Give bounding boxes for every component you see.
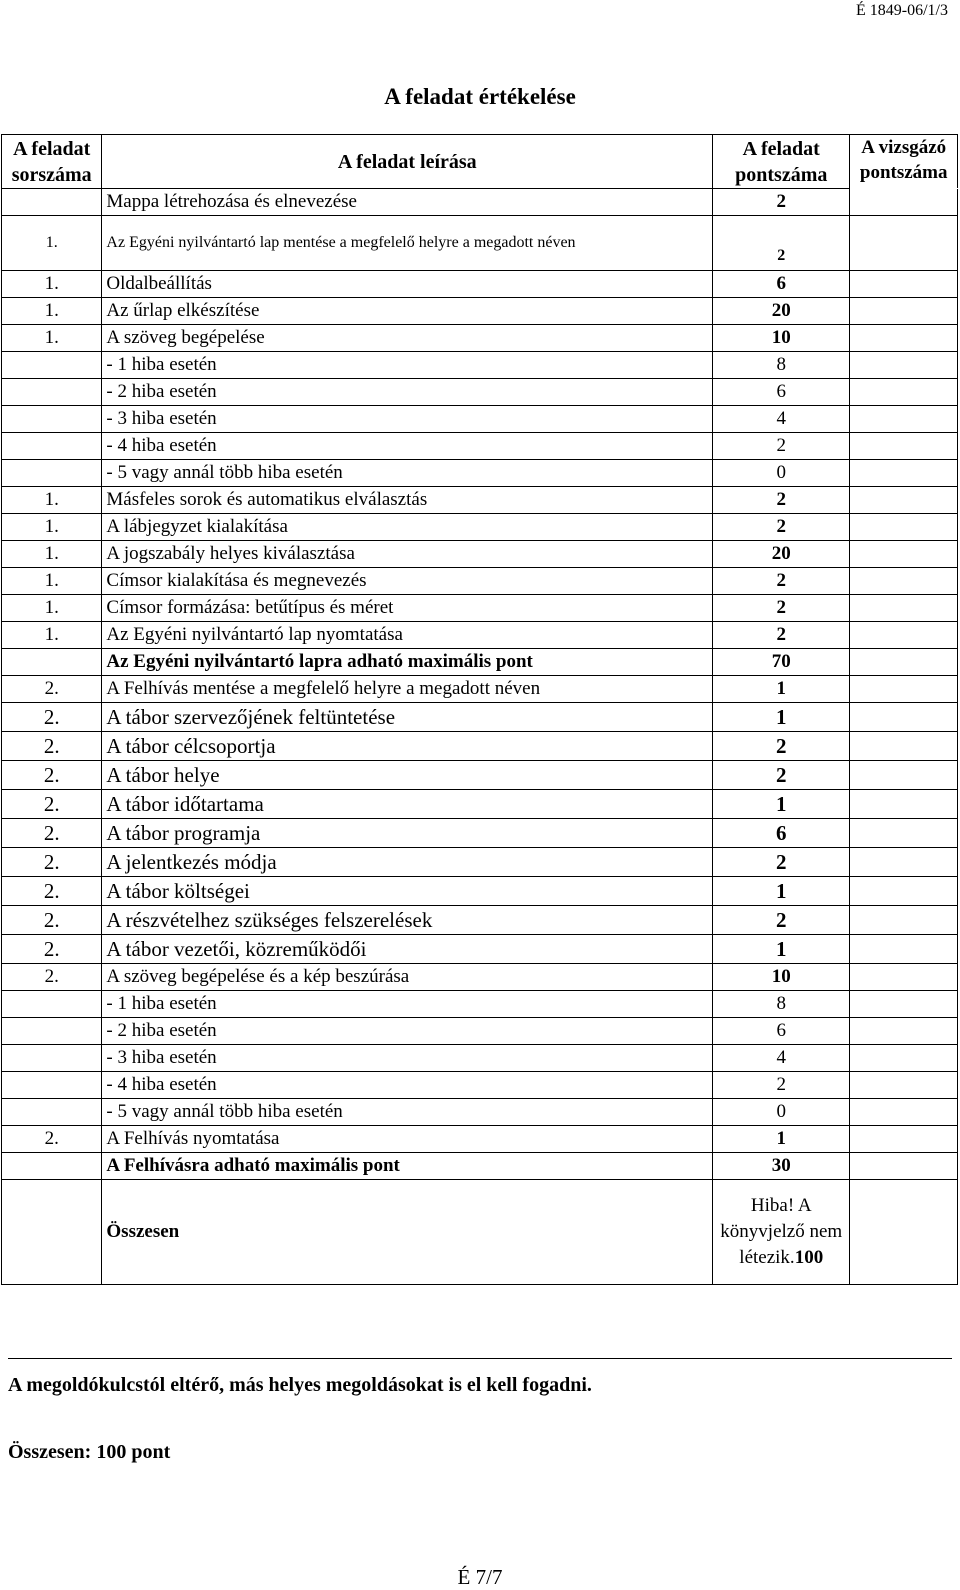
- table-row: [2, 541, 958, 568]
- task-number: 1.: [2, 622, 102, 649]
- task-points: 2: [713, 514, 850, 541]
- task-points: 2: [713, 848, 850, 877]
- task-points: 6: [713, 379, 850, 406]
- task-number: 2.: [2, 732, 102, 761]
- table-row: [2, 595, 958, 622]
- task-number: 2.: [2, 819, 102, 848]
- task-points: 6: [713, 819, 850, 848]
- table-row: [2, 514, 958, 541]
- task-number: 1.: [2, 216, 102, 271]
- task-points: 1: [713, 790, 850, 819]
- task-description: A tábor célcsoportja: [102, 732, 713, 761]
- examinee-points-cell: [850, 991, 958, 1018]
- table-row: [2, 906, 958, 935]
- table-row: [2, 379, 958, 406]
- task-points: 2: [713, 906, 850, 935]
- examinee-points-cell: [850, 703, 958, 732]
- task-description: Az Egyéni nyilvántartó lap nyomtatása: [102, 622, 713, 649]
- table-row: [2, 352, 958, 379]
- task-description: - 3 hiba esetén: [102, 406, 713, 433]
- total-points-note: Összesen: 100 pont: [8, 1441, 171, 1463]
- examinee-points-cell: [850, 790, 958, 819]
- task-number: 1.: [2, 487, 102, 514]
- task-number: 2.: [2, 790, 102, 819]
- column-header-points: A feladat pontszáma: [713, 135, 850, 189]
- examinee-points-cell: [850, 271, 958, 298]
- divider: [8, 1358, 952, 1359]
- task-points: 2: [713, 1072, 850, 1099]
- task-number: [2, 433, 102, 460]
- task-points: 20: [713, 298, 850, 325]
- examinee-points-cell: [850, 325, 958, 352]
- task-points: 1: [713, 935, 850, 964]
- subtotal-row: [2, 649, 958, 676]
- task-description: Másfeles sorok és automatikus elválasztás: [102, 487, 713, 514]
- task-number: [2, 991, 102, 1018]
- evaluation-table: [1, 134, 958, 1285]
- task-number: [2, 189, 102, 216]
- task-points: 1: [713, 1126, 850, 1153]
- task-number: 1.: [2, 514, 102, 541]
- examinee-points-cell: [850, 676, 958, 703]
- table-row: [2, 1099, 958, 1126]
- task-description: A tábor programja: [102, 819, 713, 848]
- task-description: A tábor helye: [102, 761, 713, 790]
- task-number: 2.: [2, 1126, 102, 1153]
- examinee-points-cell: [850, 761, 958, 790]
- task-number: 2.: [2, 761, 102, 790]
- examinee-points-cell: [850, 1126, 958, 1153]
- task-points: 1: [713, 676, 850, 703]
- task-number: [2, 406, 102, 433]
- task-description: A Felhívás nyomtatása: [102, 1126, 713, 1153]
- task-description: Címsor kialakítása és megnevezés: [102, 568, 713, 595]
- examinee-points-cell: [850, 1045, 958, 1072]
- task-number: 2.: [2, 935, 102, 964]
- task-number: 2.: [2, 676, 102, 703]
- table-row: [2, 703, 958, 732]
- table-row: [2, 1018, 958, 1045]
- task-description: A szöveg begépelése és a kép beszúrása: [102, 964, 713, 991]
- task-description: - 4 hiba esetén: [102, 433, 713, 460]
- examinee-points-cell: [850, 352, 958, 379]
- grand-total-points: [713, 1180, 850, 1285]
- examinee-points-cell: [850, 1153, 958, 1180]
- table-row: [2, 406, 958, 433]
- table-row: [2, 1126, 958, 1153]
- table-row: [2, 487, 958, 514]
- task-points: 20: [713, 541, 850, 568]
- table-row: [2, 819, 958, 848]
- task-points: 2: [713, 433, 850, 460]
- task-description: A Felhívás mentése a megfelelő helyre a megadott néven: [102, 676, 713, 703]
- task-description: - 5 vagy annál több hiba esetén: [102, 1099, 713, 1126]
- task-description: A lábjegyzet kialakítása: [102, 514, 713, 541]
- table-row: [2, 622, 958, 649]
- task-points: 6: [713, 1018, 850, 1045]
- table-row: [2, 991, 958, 1018]
- table-row: [2, 732, 958, 761]
- task-number: 2.: [2, 848, 102, 877]
- examinee-points-cell: [850, 568, 958, 595]
- page-number: É 7/7: [457, 1565, 503, 1589]
- task-description: - 5 vagy annál több hiba esetén: [102, 460, 713, 487]
- table-row: [2, 460, 958, 487]
- task-points: 8: [713, 352, 850, 379]
- examinee-points-cell: [850, 964, 958, 991]
- task-number: 1.: [2, 325, 102, 352]
- task-description: Az Egyéni nyilvántartó lap mentése a megfelelő helyre a megadott néven: [102, 216, 713, 271]
- task-points: 4: [713, 1045, 850, 1072]
- table-row: [2, 935, 958, 964]
- subtotal-row: [2, 1153, 958, 1180]
- table-row: [2, 1045, 958, 1072]
- examinee-points-cell: [850, 541, 958, 568]
- grand-total-value: 100: [794, 1247, 824, 1268]
- table-row: [2, 1072, 958, 1099]
- table-row: [2, 298, 958, 325]
- task-number: [2, 1018, 102, 1045]
- task-number: [2, 649, 102, 676]
- task-points: 2: [713, 216, 850, 271]
- task-points: 2: [713, 761, 850, 790]
- examinee-points-cell: [850, 1180, 958, 1285]
- table-row: [2, 325, 958, 352]
- task-points: 10: [713, 964, 850, 991]
- examinee-points-cell: [850, 877, 958, 906]
- examinee-points-cell: [850, 189, 958, 216]
- task-number: 1.: [2, 298, 102, 325]
- task-points: 70: [713, 649, 850, 676]
- page-title: A feladat értékelése: [384, 84, 576, 109]
- task-description: A tábor időtartama: [102, 790, 713, 819]
- table-row: [2, 568, 958, 595]
- task-description: Mappa létrehozása és elnevezése: [102, 189, 713, 216]
- task-points: 2: [713, 595, 850, 622]
- examinee-points-cell: [850, 848, 958, 877]
- task-description: - 2 hiba esetén: [102, 379, 713, 406]
- task-number: [2, 1045, 102, 1072]
- task-description: Az űrlap elkészítése: [102, 298, 713, 325]
- task-points: 0: [713, 1099, 850, 1126]
- task-number: [2, 1099, 102, 1126]
- examinee-points-cell: [850, 216, 958, 271]
- examinee-points-cell: [850, 514, 958, 541]
- task-number: 2.: [2, 703, 102, 732]
- examinee-points-cell: [850, 1018, 958, 1045]
- task-description: A jogszabály helyes kiválasztása: [102, 541, 713, 568]
- grand-total-label: Összesen: [102, 1180, 713, 1285]
- task-points: 30: [713, 1153, 850, 1180]
- table-row: [2, 761, 958, 790]
- task-points: 2: [713, 487, 850, 514]
- task-points: 10: [713, 325, 850, 352]
- document-code: É 1849-06/1/3: [856, 2, 948, 19]
- examinee-points-cell: [850, 649, 958, 676]
- examinee-points-cell: [850, 595, 958, 622]
- column-header-number: A feladat sorszáma: [2, 135, 102, 189]
- examinee-points-cell: [850, 487, 958, 514]
- examinee-points-cell: [850, 906, 958, 935]
- examinee-points-cell: [850, 1072, 958, 1099]
- table-row: [2, 964, 958, 991]
- acceptance-note: A megoldókulcstól eltérő, más helyes megoldásokat is el kell fogadni.: [8, 1374, 592, 1396]
- task-description: A tábor vezetői, közreműködői: [102, 935, 713, 964]
- task-number: [2, 379, 102, 406]
- task-description: A tábor szervezőjének feltüntetése: [102, 703, 713, 732]
- column-header-examinee-points: A vizsgázó pontszáma: [850, 135, 958, 189]
- task-description: A tábor költségei: [102, 877, 713, 906]
- task-points: 2: [713, 568, 850, 595]
- task-number: [2, 352, 102, 379]
- examinee-points-cell: [850, 460, 958, 487]
- table-row: [2, 271, 958, 298]
- task-points: 1: [713, 877, 850, 906]
- task-description: Címsor formázása: betűtípus és méret: [102, 595, 713, 622]
- task-description: A jelentkezés módja: [102, 848, 713, 877]
- task-points: 0: [713, 460, 850, 487]
- task-number: 2.: [2, 964, 102, 991]
- table-row: [2, 433, 958, 460]
- task-description: A részvételhez szükséges felszerelések: [102, 906, 713, 935]
- task-description: Az Egyéni nyilvántartó lapra adható maximális pont: [102, 649, 713, 676]
- examinee-points-cell: [850, 732, 958, 761]
- table-row: [2, 877, 958, 906]
- examinee-points-cell: [850, 622, 958, 649]
- task-points: 2: [713, 189, 850, 216]
- task-points: 8: [713, 991, 850, 1018]
- task-number: 1.: [2, 271, 102, 298]
- task-description: - 1 hiba esetén: [102, 991, 713, 1018]
- column-header-description: A feladat leírása: [102, 135, 713, 189]
- task-number: 2.: [2, 906, 102, 935]
- task-number: 1.: [2, 568, 102, 595]
- task-number: 1.: [2, 595, 102, 622]
- examinee-points-cell: [850, 935, 958, 964]
- grand-total-row: [2, 1180, 958, 1285]
- task-points: 2: [713, 622, 850, 649]
- task-description: - 2 hiba esetén: [102, 1018, 713, 1045]
- task-points: 4: [713, 406, 850, 433]
- table-row: [2, 848, 958, 877]
- task-points: 2: [713, 732, 850, 761]
- table-row: [2, 216, 958, 271]
- examinee-points-cell: [850, 433, 958, 460]
- task-number: 2.: [2, 877, 102, 906]
- task-description: A szöveg begépelése: [102, 325, 713, 352]
- task-points: 1: [713, 703, 850, 732]
- task-points: 6: [713, 271, 850, 298]
- task-description: A Felhívásra adható maximális pont: [102, 1153, 713, 1180]
- task-number: 1.: [2, 541, 102, 568]
- examinee-points-cell: [850, 1099, 958, 1126]
- task-number: [2, 1072, 102, 1099]
- task-number: [2, 1153, 102, 1180]
- task-description: - 1 hiba esetén: [102, 352, 713, 379]
- examinee-points-cell: [850, 819, 958, 848]
- examinee-points-cell: [850, 406, 958, 433]
- task-description: - 3 hiba esetén: [102, 1045, 713, 1072]
- table-row: [2, 790, 958, 819]
- bookmark-error-text: Hiba! A könyvjelző nem létezik.: [720, 1195, 843, 1268]
- table-row: [2, 189, 958, 216]
- task-description: - 4 hiba esetén: [102, 1072, 713, 1099]
- task-number: [2, 460, 102, 487]
- examinee-points-cell: [850, 298, 958, 325]
- task-description: Oldalbeállítás: [102, 271, 713, 298]
- examinee-points-cell: [850, 379, 958, 406]
- table-row: [2, 676, 958, 703]
